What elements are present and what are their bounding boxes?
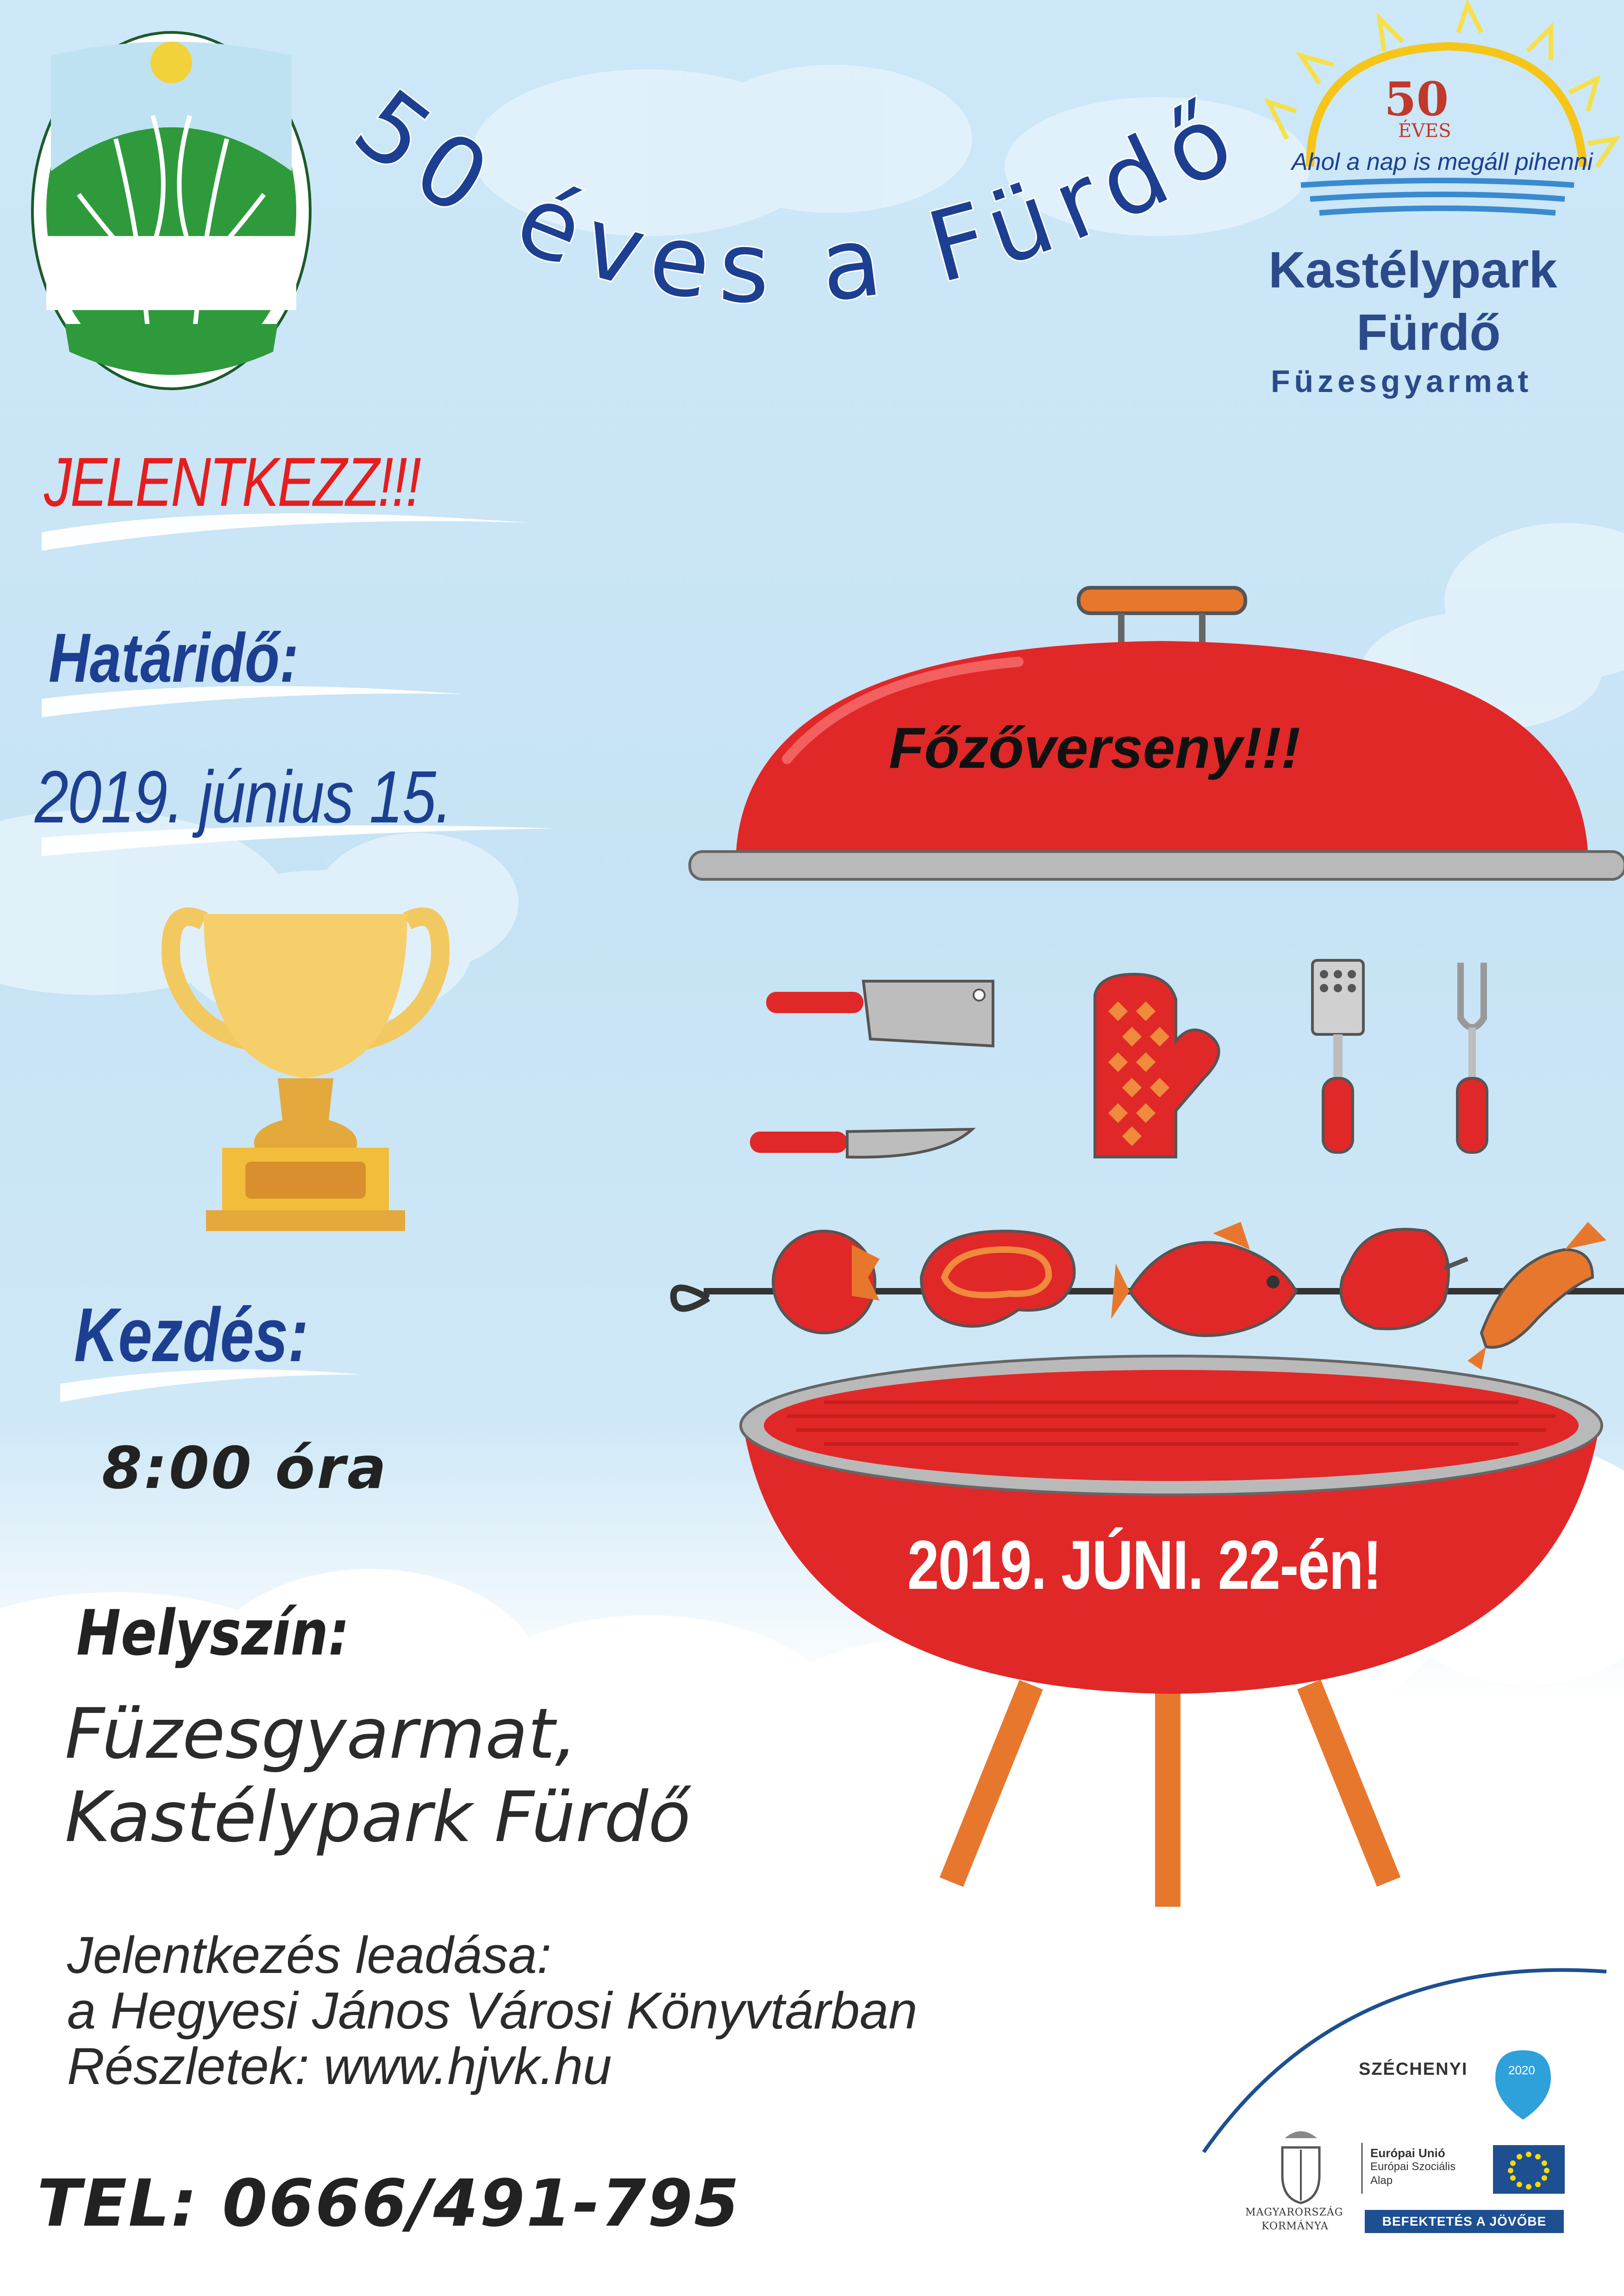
phone-number[interactable]: TEL: 0666/491-795 [37, 2166, 741, 2241]
page-title: 50 éves a Fürdő [334, 68, 1262, 326]
gov-line1: MAGYARORSZÁG [1245, 2207, 1343, 2218]
location-line2: Kastélypark Fürdő [65, 1777, 691, 1858]
eu-line2: Európai Szociális [1370, 2160, 1456, 2173]
kastelypark-name-line1: Kastélypark [1268, 242, 1557, 299]
registration-line2: a Hegyesi János Városi Könyvtárban [67, 1982, 918, 2040]
eu-line1: Európai Unió [1370, 2146, 1445, 2160]
start-time: 8:00 óra [102, 1435, 388, 1502]
grill-lid-text: Főzőverseny!!! [889, 716, 1301, 780]
event-date: 2019. JÚNI. 22-én! [907, 1526, 1381, 1604]
skewer [674, 1222, 1624, 1370]
call-to-action: JELENTKEZZ!!! [44, 443, 420, 521]
kastelypark-anniversary-word: ÉVES [1398, 120, 1451, 142]
kastelypark-city: Füzesgyarmat [1271, 364, 1533, 399]
szechenyi-label: SZÉCHENYI [1359, 2060, 1468, 2079]
kastelypark-anniversary-number: 50 [1384, 72, 1449, 126]
svg-text:50 éves a Fürdő [334, 68, 1262, 326]
szechenyi-year: 2020 [1508, 2063, 1535, 2077]
location-line1: Füzesgyarmat, [65, 1694, 577, 1774]
location-label: Helyszín: [76, 1597, 350, 1669]
badge-line2: FÜZESGYARMAT [83, 263, 259, 285]
deadline-label: Határidő: [49, 619, 299, 697]
badge-line1: ALKOTÓ KÖZÖSSÉGEK [50, 237, 293, 259]
kastelypark-slogan: Ahol a nap is megáll pihenni [1292, 149, 1593, 175]
start-label: Kezdés: [74, 1292, 309, 1377]
gov-line2: KORMÁNYA [1262, 2221, 1329, 2232]
registration-website[interactable]: Részletek: www.hjvk.hu [67, 2037, 612, 2095]
deadline-value: 2019. június 15. [35, 755, 452, 838]
eu-banner: BEFEKTETÉS A JÖVŐBE [1365, 2210, 1564, 2233]
utensils [750, 960, 1487, 1157]
trophy-icon [171, 914, 440, 1231]
kastelypark-name-line2: Fürdő [1356, 304, 1501, 361]
registration-line1: Jelentkezés leadása: [67, 1926, 552, 1984]
eu-line3: Alap [1370, 2174, 1393, 2187]
